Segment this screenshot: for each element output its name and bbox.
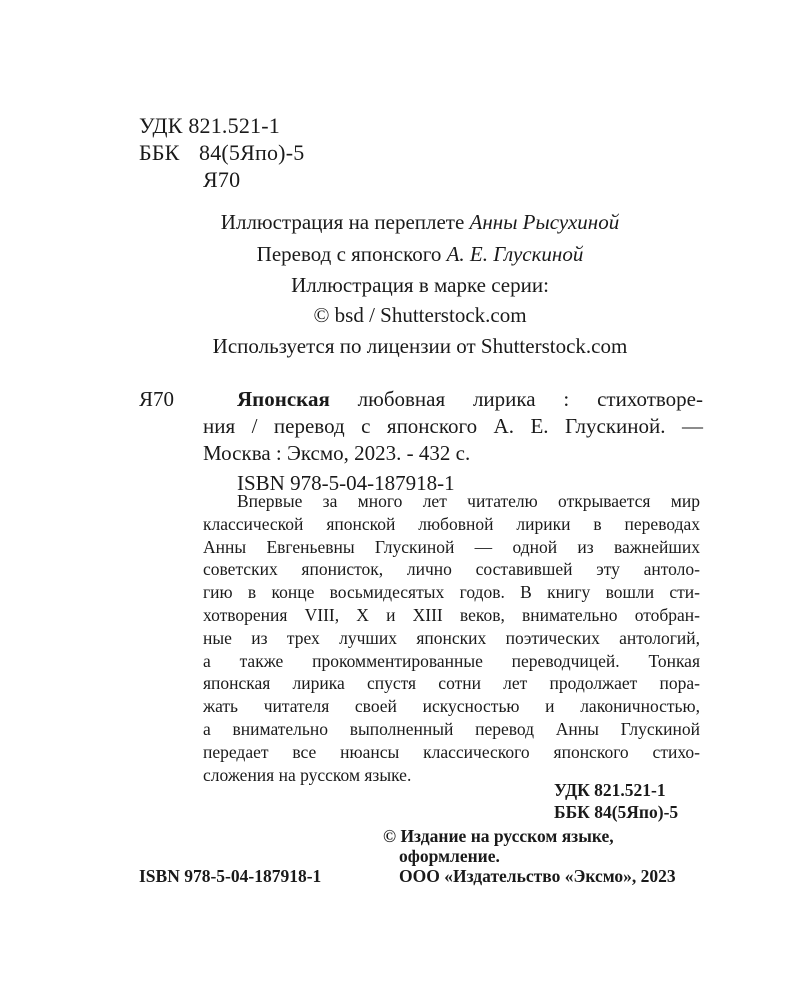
translation-translator: А. Е. Глускиной: [446, 242, 584, 266]
annotation-line: Впервые за много лет читателю открывается мир: [237, 491, 700, 511]
translation-credit: [0, 242, 800, 267]
annotation-line: Анны Евгеньевны Глускиной — одной из важнейших: [203, 536, 700, 557]
annotation-line: жать читателя своей искусностью и лаконичностью,: [203, 696, 700, 717]
series-mark-label: Иллюстрация в марке серии:: [291, 273, 549, 297]
udk-code: УДК 821.521-1: [139, 113, 280, 138]
record-isbn: ISBN 978-5-04-187918-1: [237, 471, 455, 495]
annotation-line: гию в конце восьмидесятых годов. В книгу вошли сти-: [203, 582, 700, 603]
annotation-line: японская лирика спустя сотни лет продолжает пора-: [203, 673, 700, 694]
cover-illustration-credit: [0, 210, 800, 235]
record-bbk: ББК 84(5Япо)-5: [554, 802, 679, 822]
record-title-line: [237, 387, 703, 412]
series-mark-copyright: © bsd / Shutterstock.com: [313, 303, 527, 327]
record-udk: УДК 821.521-1: [554, 780, 666, 800]
bbk-code: 84(5Япо)-5: [199, 140, 305, 165]
bbk-label: ББК: [139, 140, 180, 165]
author-sign: Я70: [203, 167, 241, 192]
annotation-line: передает все нюансы классического японского стихо-: [203, 741, 700, 762]
annotation: [203, 490, 700, 786]
cover-illustration-prefix: Иллюстрация на переплете: [220, 210, 465, 234]
annotation-line: а внимательно выполненный перевод Анны Глускиной: [203, 718, 700, 739]
annotation-line: сложения на русском языке.: [203, 764, 412, 785]
license-line: Используется по лицензии от Shutterstock.com: [212, 334, 628, 358]
record-title-rest: любовная лирика : стихотворе-: [357, 387, 703, 411]
footer-isbn: ISBN 978-5-04-187918-1: [139, 866, 322, 886]
record-author-sign: Я70: [139, 387, 175, 411]
copyright-line-3: ООО «Издательство «Эксмо», 2023: [399, 866, 676, 886]
annotation-line: советских японисток, лично составившей эту антоло-: [203, 559, 700, 580]
record-line-2: ния / перевод с японского А. Е. Глускиной. —: [203, 414, 703, 438]
annotation-line: ные из трех лучших японских поэтических антологий,: [203, 627, 700, 648]
record-line-3: Москва : Эксмо, 2023. - 432 с.: [203, 441, 471, 465]
annotation-line: а также прокомментированные переводчицей. Тонкая: [203, 650, 700, 671]
annotation-line: классической японской любовной лирики в переводах: [203, 513, 700, 534]
copyright-line-1: © Издание на русском языке,: [383, 826, 614, 846]
copyright-line-2: оформление.: [399, 846, 500, 866]
cover-illustration-artist: Анны Рысухиной: [469, 210, 620, 234]
record-title-bold: Японская: [237, 387, 330, 411]
annotation-line: хотворения VIII, X и XIII веков, внимательно отобран-: [203, 604, 700, 625]
translation-prefix: Перевод с японского: [256, 242, 442, 266]
